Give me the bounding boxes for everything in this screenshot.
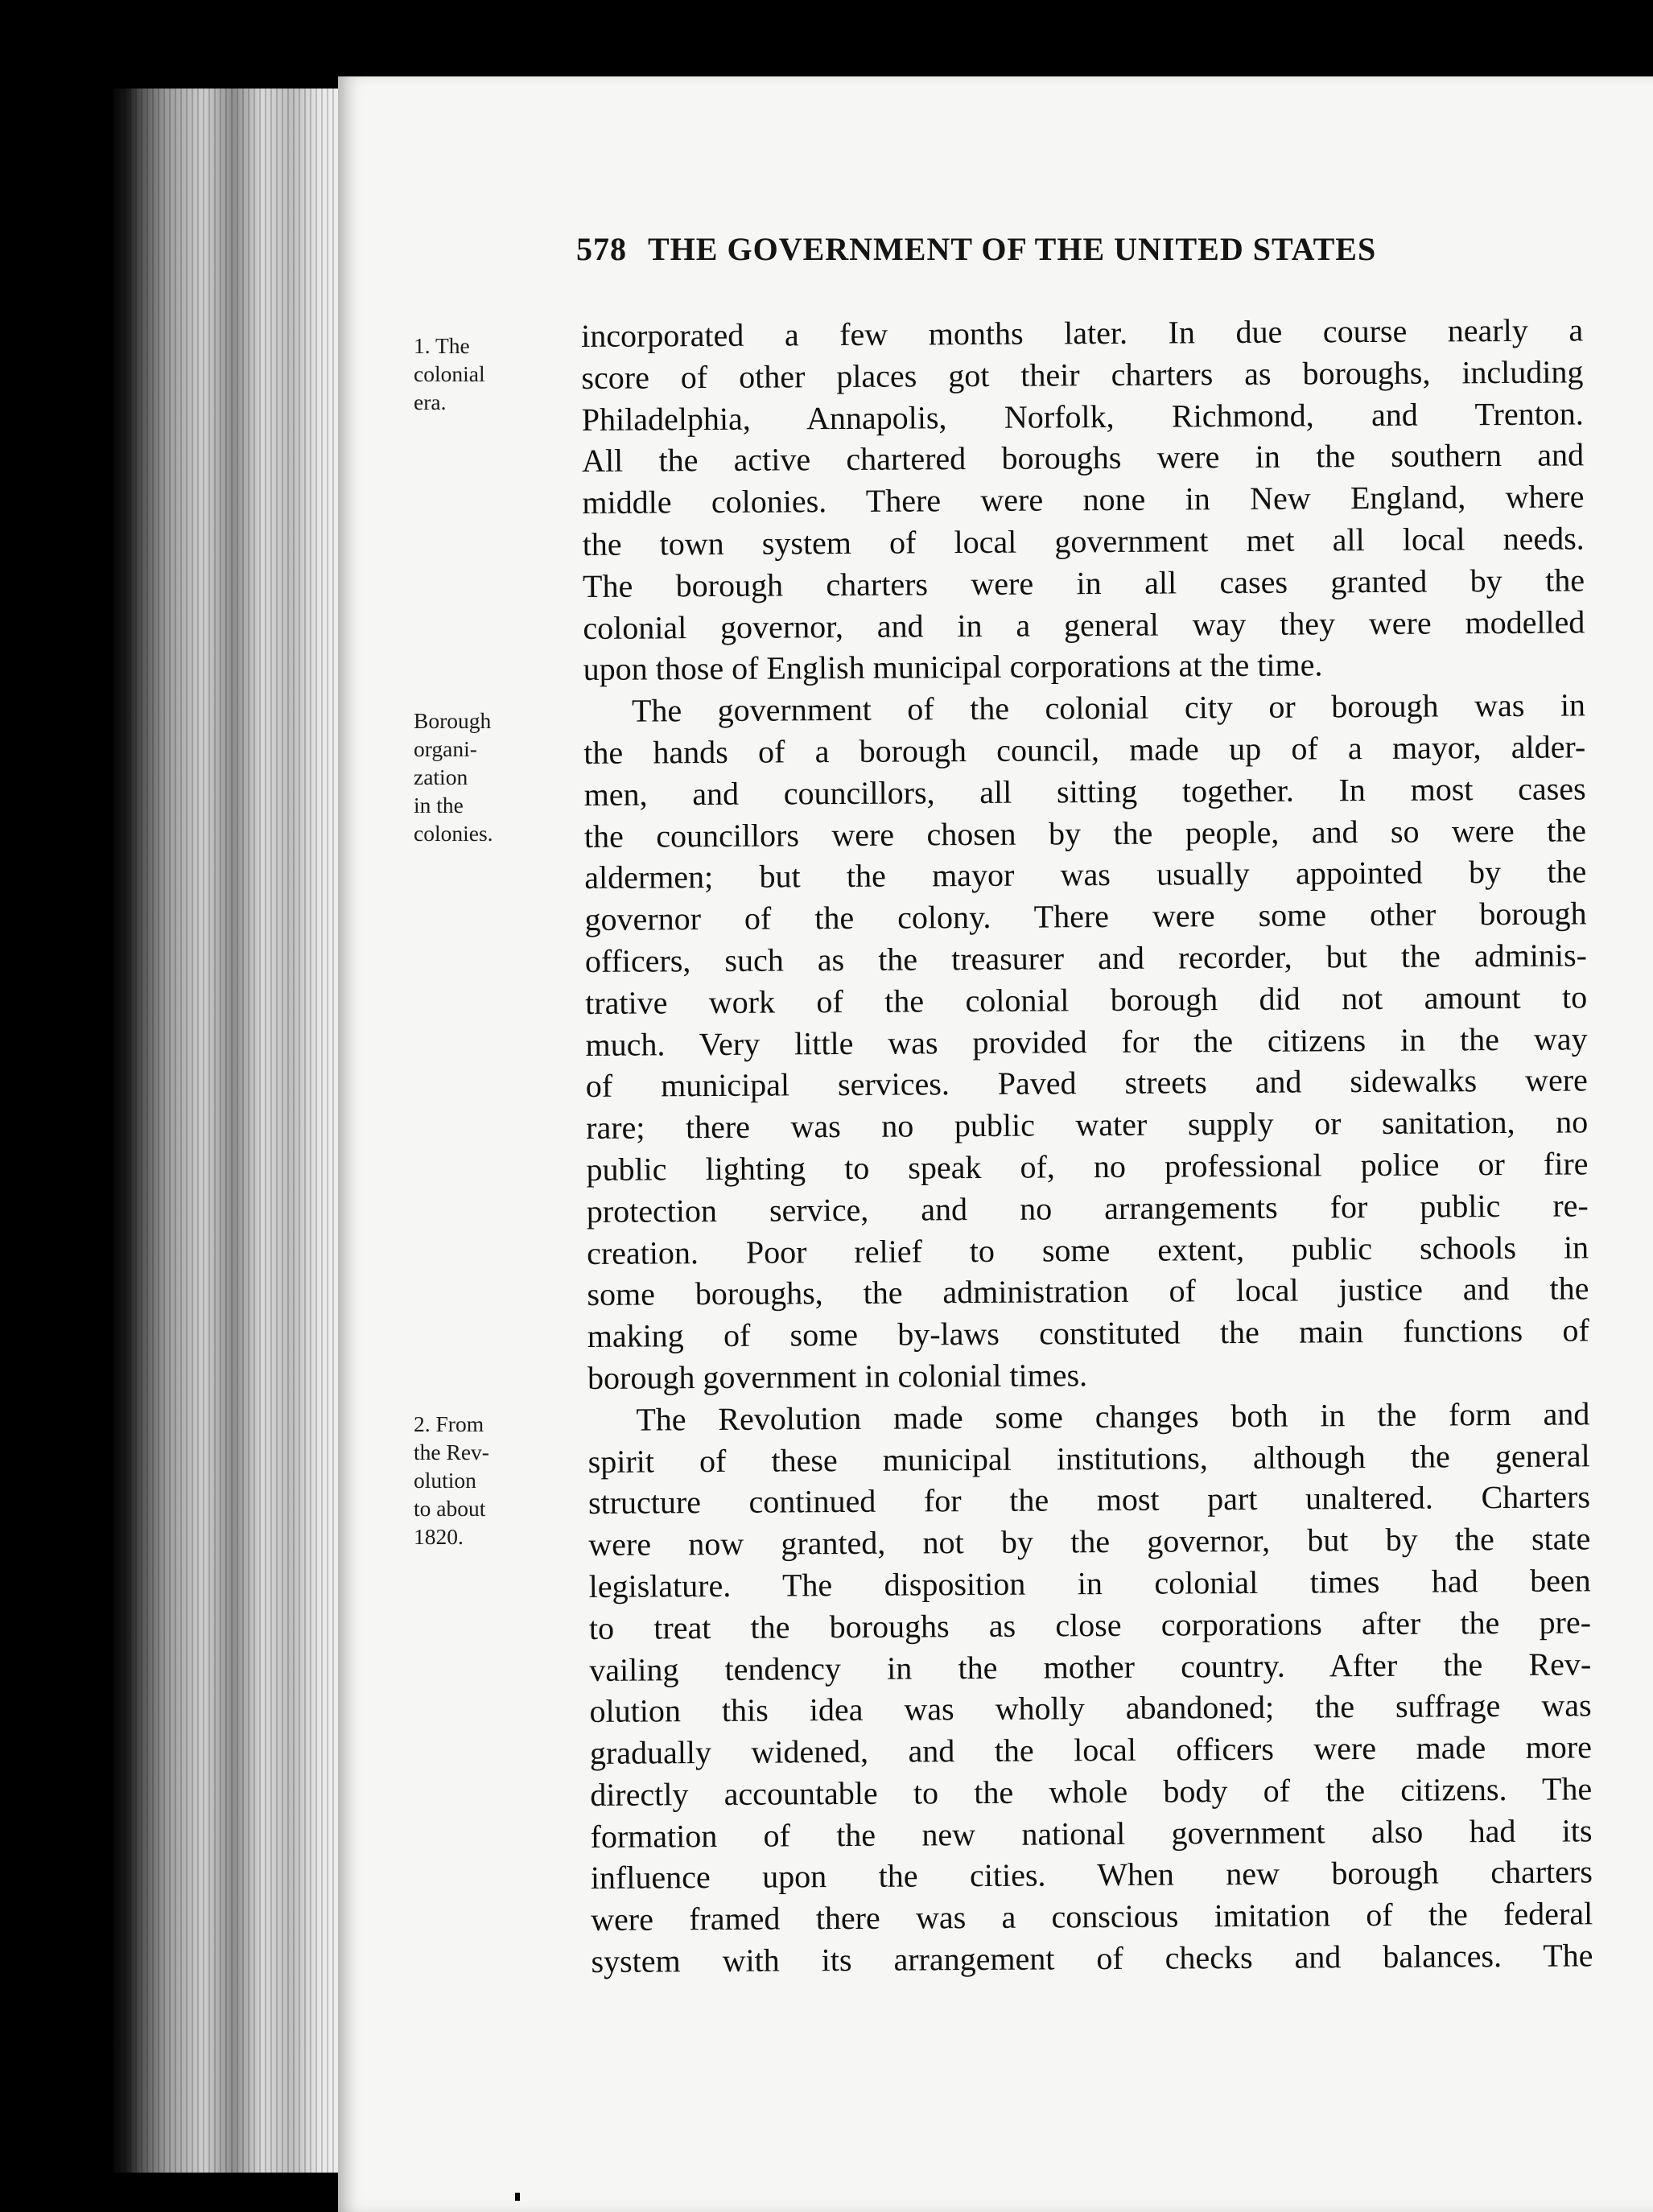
text-line: much. Very little was provided for the citizens in the way xyxy=(585,1019,1588,1063)
text-line: protection service, and no arrangements for public re- xyxy=(586,1187,1589,1230)
text-line: vailing tendency in the mother country. After the Rev- xyxy=(589,1645,1592,1688)
text-line: structure continued for the most part unaltered. Charters xyxy=(587,1478,1591,1522)
text-line: middle colonies. There were none in New England, where xyxy=(582,478,1585,521)
running-head-title: THE GOVERNMENT OF THE UNITED STATES xyxy=(648,231,1377,267)
text-line: upon those of English municipal corporations at the time. xyxy=(583,646,1323,688)
text-line: colonial governor, and in a general way they were modelled xyxy=(583,603,1585,646)
scan-mark xyxy=(515,2193,520,2201)
side-note-colonial-era: 1. The colonial era. xyxy=(414,333,485,414)
text-line: to treat the boroughs as close corporations after the pre- xyxy=(588,1604,1592,1646)
text-line: men, and councillors, all sitting together. In most cases xyxy=(583,770,1586,813)
text-line: borough government in colonial times. xyxy=(587,1357,1088,1396)
text-line: rare; there was no public water supply or sanitation, no xyxy=(586,1103,1589,1147)
text-line: officers, such as the treasurer and recorder, but the adminis- xyxy=(584,937,1588,979)
text-line: olution this idea was wholly abandoned; the suffrage was xyxy=(589,1687,1592,1730)
text-line: making of some by-laws constituted the main functions of xyxy=(587,1312,1589,1355)
text-line: some boroughs, the administration of local justice and the xyxy=(587,1270,1589,1313)
text-line: system with its arrangement of checks and balances. The xyxy=(591,1937,1593,1980)
text-line: the councillors were chosen by the people, and so were the xyxy=(583,811,1587,855)
text-line: legislature. The disposition in colonial times had been xyxy=(588,1562,1591,1604)
paragraph-first-line: The government of the colonial city or borough was in xyxy=(631,686,1586,729)
side-note-revolution-to-1820: 2. From the Rev- olution to about 1820. xyxy=(414,1411,489,1549)
paragraph-first-line: The Revolution made some changes both in the form and xyxy=(636,1395,1590,1438)
text-line: incorporated a few months later. In due course nearly a xyxy=(581,311,1584,354)
body-text xyxy=(581,309,1593,1982)
text-line: score of other places got their charters as boroughs, including xyxy=(581,353,1584,396)
text-line: the town system of local government met all local needs. xyxy=(582,520,1585,562)
text-line: The borough charters were in all cases granted by the xyxy=(582,562,1585,604)
text-line: were framed there was a conscious imitation of the federal xyxy=(591,1895,1593,1938)
book-page-edges xyxy=(113,89,354,2173)
text-line: directly accountable to the whole body of the citizens. The xyxy=(590,1770,1593,1813)
text-line: aldermen; but the mayor was usually appointed by the xyxy=(584,853,1587,896)
text-line: of municipal services. Paved streets and sidewalks were xyxy=(585,1061,1588,1105)
text-line: governor of the colony. There were some other borough xyxy=(584,895,1587,938)
text-line: formation of the new national government also had its xyxy=(590,1812,1593,1855)
text-line: were now granted, not by the governor, but by the state xyxy=(588,1520,1591,1563)
page-number: 578 xyxy=(576,231,627,267)
text-line: creation. Poor relief to some extent, public schools in xyxy=(586,1228,1589,1271)
text-line: Philadelphia, Annapolis, Norfolk, Richmond, and Trenton. xyxy=(581,394,1584,438)
text-line: public lighting to speak of, no professional police or fire xyxy=(586,1145,1589,1188)
text-line: gradually widened, and the local officers were made more xyxy=(589,1728,1593,1772)
text-line: influence upon the cities. When new borough charters xyxy=(590,1853,1593,1897)
running-head xyxy=(576,230,1478,268)
text-line: spirit of these municipal institutions, although the general xyxy=(587,1436,1590,1480)
side-note-borough-organization: Borough organi- zation in the colonies. xyxy=(414,708,493,846)
text-line: trative work of the colonial borough did not amount to xyxy=(585,978,1588,1021)
text-line: All the active chartered boroughs were in the southern and xyxy=(581,436,1585,480)
text-line: the hands of a borough council, made up of a mayor, alder- xyxy=(583,728,1586,771)
